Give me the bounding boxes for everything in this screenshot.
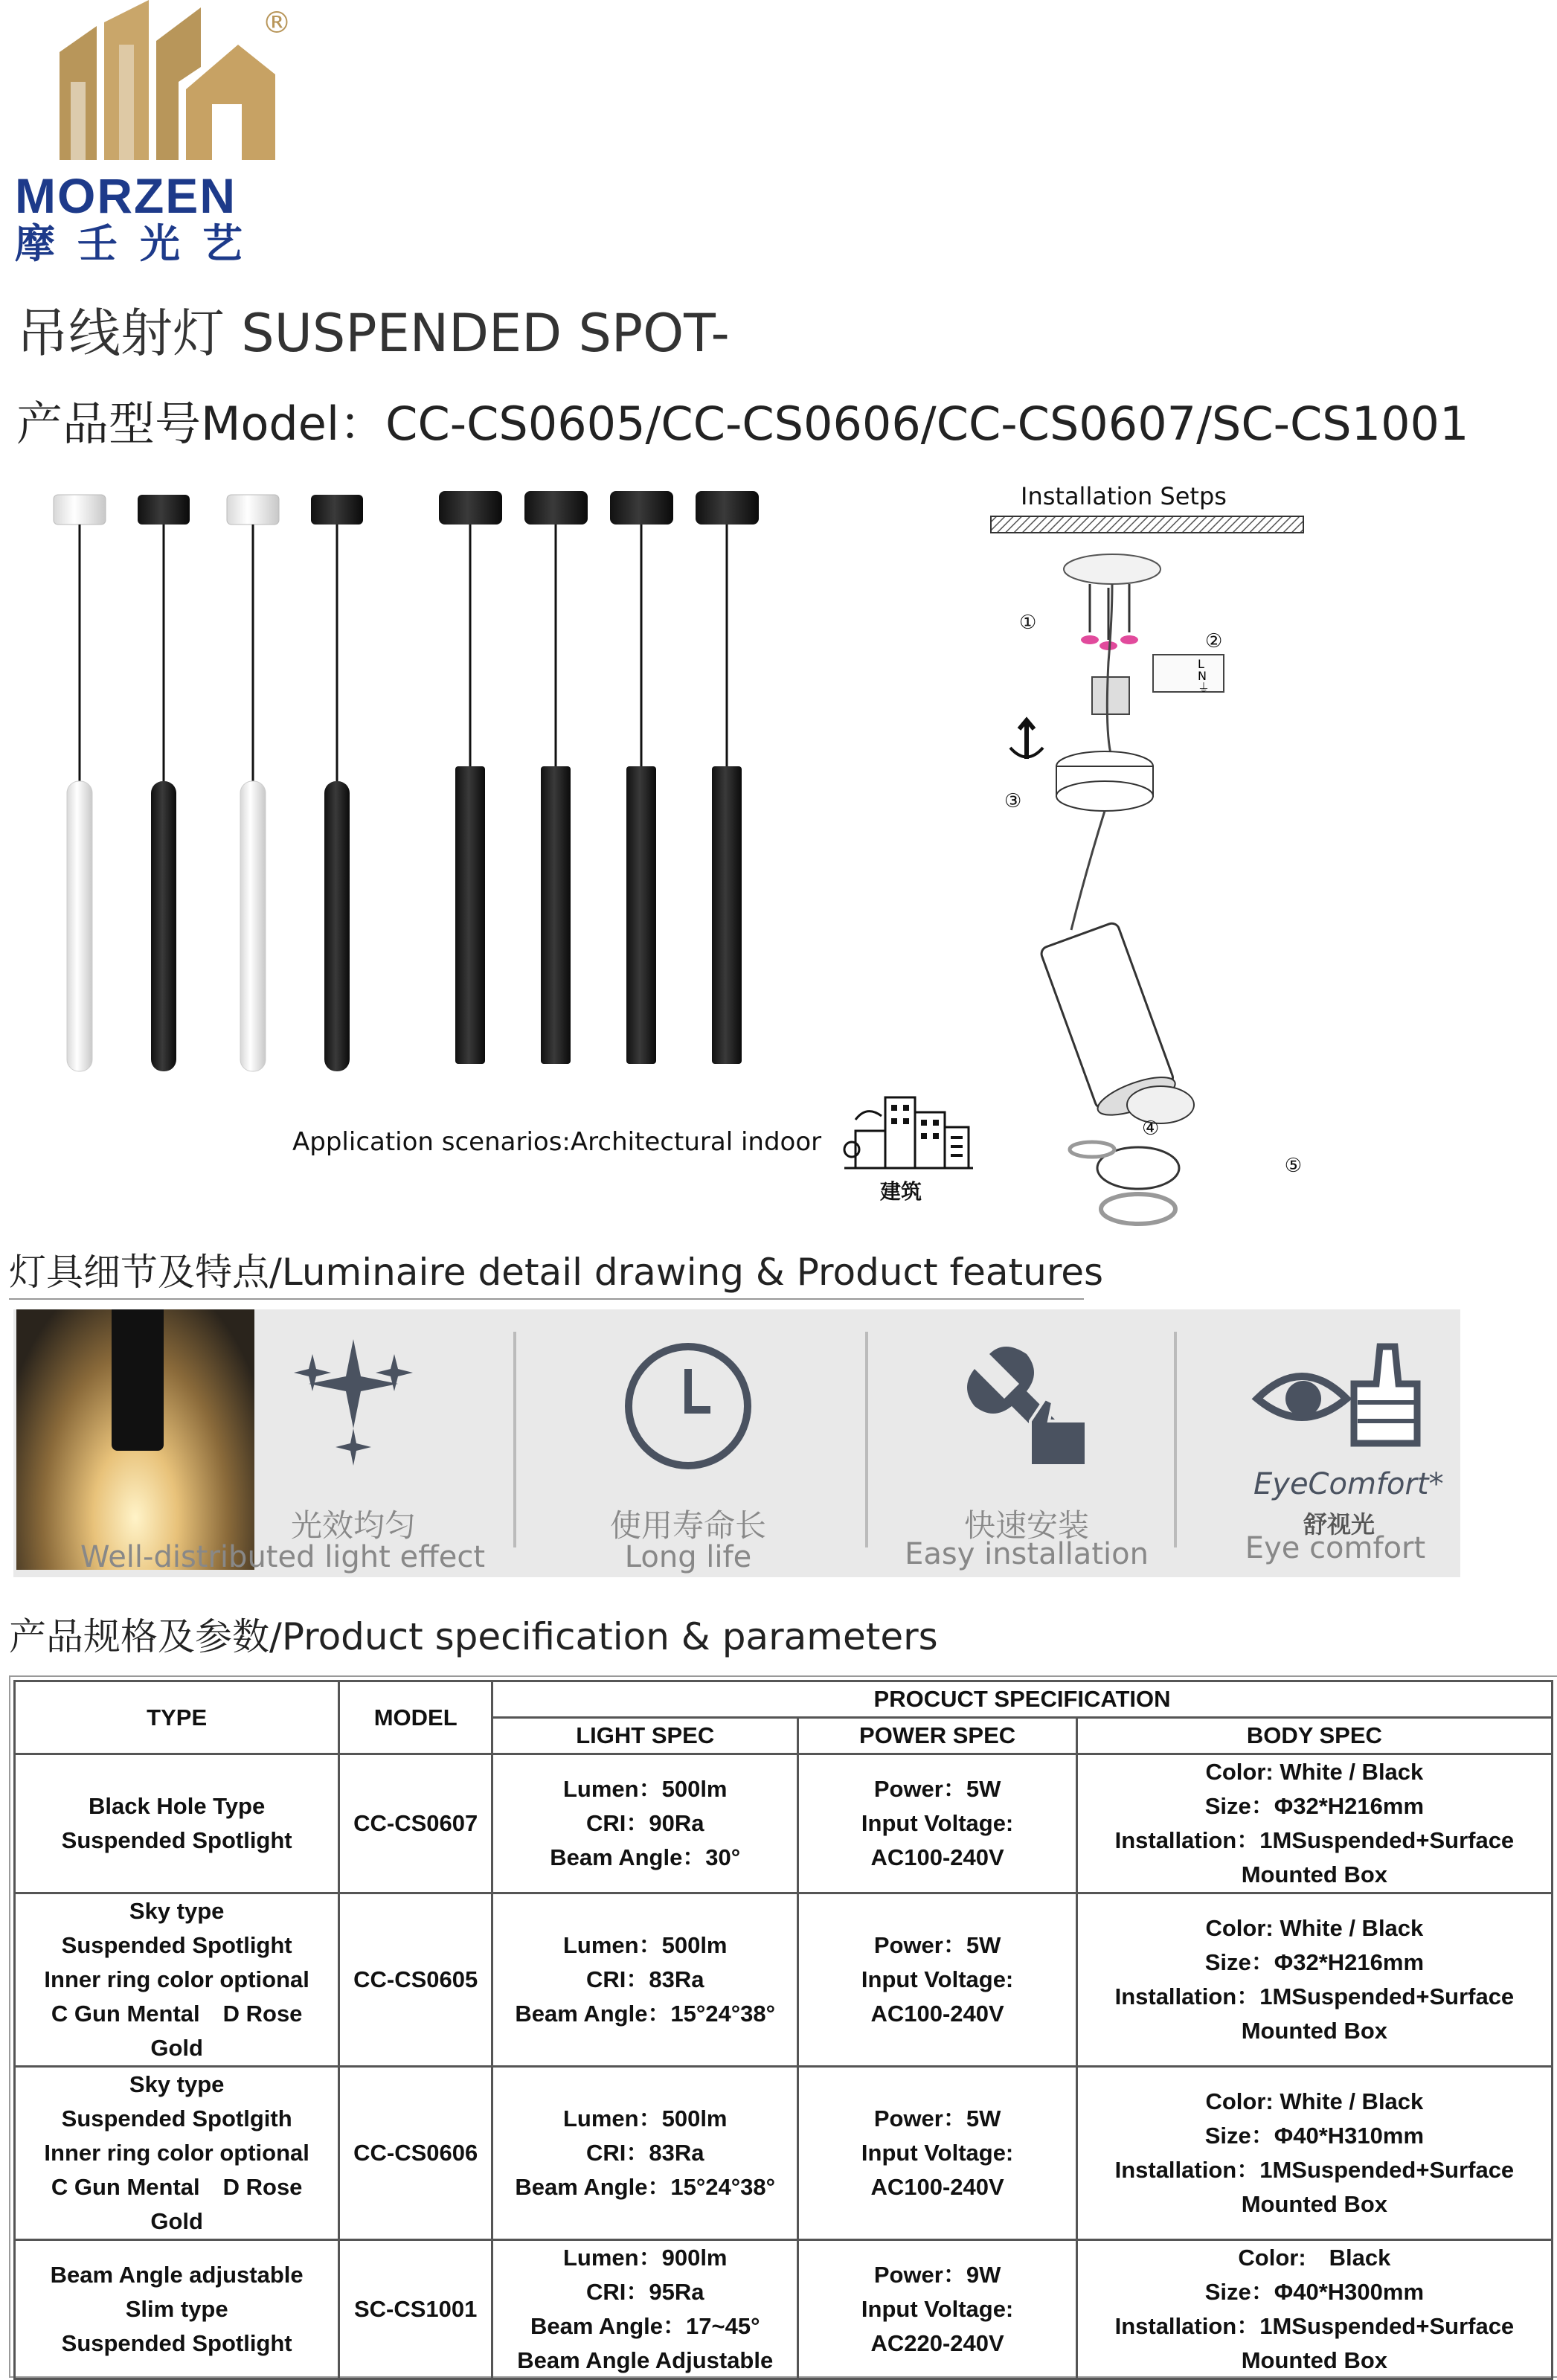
cell-line: Gold (150, 2208, 203, 2234)
cell-line: Lumen：500lm (562, 1932, 728, 1958)
header-model: MODEL (339, 1681, 492, 1754)
cell-type (15, 2240, 339, 2379)
cell-line: Beam Angle Adjustable (517, 2347, 774, 2373)
building-icon (841, 1090, 975, 1172)
step-2: ② (1205, 630, 1223, 652)
cell-light (492, 2240, 798, 2379)
building-label: 建筑 (880, 1179, 922, 1204)
cell-line: CC-CS0607 (353, 1810, 478, 1836)
cell-line: Suspended Spotlight (61, 2330, 292, 2356)
step-1: ① (1019, 612, 1037, 634)
cell-line: Mounted Box (1241, 2347, 1388, 2373)
cell-line: Gold (150, 2035, 203, 2061)
spec-heading: 产品规格及参数/Product specification & parameters (9, 1615, 938, 1658)
cell-line: Size：Φ40*H310mm (1204, 2123, 1425, 2149)
cell-line: AC220-240V (870, 2330, 1004, 2356)
cell-line: CRI：83Ra (586, 2140, 704, 2166)
cell-light (492, 2067, 798, 2240)
cell-line: CRI：83Ra (586, 1966, 704, 1992)
cell-light (492, 1893, 798, 2067)
application-text: Application scenarios:Architectural indoor (292, 1127, 822, 1157)
cell-model (339, 1893, 492, 2067)
table-row (15, 1893, 1553, 2067)
table-row (15, 1754, 1553, 1893)
cell-line: C Gun Mental D Rose (51, 2001, 303, 2027)
cell-line: Mounted Box (1241, 2018, 1388, 2044)
eyecomfort-badge: EyeComfort* (1253, 1467, 1444, 1501)
cell-line: Suspended Spotlgith (61, 2105, 292, 2132)
feature-4-cn: 舒视光 (1303, 1510, 1375, 1539)
step-3: ③ (1004, 790, 1022, 812)
fixture-shape (112, 1309, 164, 1451)
feature-divider-3 (1174, 1332, 1177, 1547)
wiring-label-n: N (1198, 669, 1207, 683)
model-line: 产品型号Model：CC-CS0605/CC-CS0606/CC-CS0607/SC-CS1001 (16, 397, 1469, 451)
cell-type (15, 1893, 339, 2067)
installation-diagram (982, 513, 1309, 1242)
cell-line: Color: White / Black (1205, 1915, 1424, 1941)
cell-line: CC-CS0605 (353, 1966, 478, 1992)
spec-table (13, 1680, 1553, 2380)
header-power: POWER SPEC (798, 1718, 1076, 1754)
cell-line: Color: Black (1238, 2245, 1391, 2271)
wiring-label-earth: ⏚ (1198, 681, 1210, 695)
page-title: 吊线射灯 SUSPENDED SPOT- (16, 303, 730, 364)
feature-2-en: Long life (624, 1540, 752, 1574)
cell-body (1076, 2240, 1552, 2379)
cell-line: Color: White / Black (1205, 1759, 1424, 1785)
cell-line: Inner ring color optional (44, 2140, 309, 2166)
cell-power (798, 1754, 1076, 1893)
brand-logo (52, 0, 290, 160)
cell-line: Power：5W (873, 1776, 1001, 1802)
table-row (15, 2240, 1553, 2379)
feature-2-cn: 使用寿命长 (609, 1507, 766, 1544)
cell-type (15, 1754, 339, 1893)
cell-line: Installation：1MSuspended+Surface (1114, 1827, 1515, 1853)
cell-power (798, 2240, 1076, 2379)
step-4: ④ (1142, 1117, 1160, 1140)
cell-line: Beam Angle：30° (550, 1844, 741, 1870)
cell-line: AC100-240V (870, 2001, 1004, 2027)
cell-model (339, 2067, 492, 2240)
cell-line: Inner ring color optional (44, 1966, 309, 1992)
cell-line: Black Hole Type (89, 1793, 266, 1819)
cell-line: Power：9W (873, 2262, 1001, 2288)
brand-name-cn: 摩壬光艺 (15, 220, 265, 267)
cell-line: Power：5W (873, 2105, 1001, 2132)
cell-power (798, 1893, 1076, 2067)
feature-divider-1 (513, 1332, 516, 1547)
wiring-label-l: L (1198, 657, 1204, 671)
clock-icon (621, 1339, 755, 1473)
header-type: TYPE (15, 1681, 339, 1754)
cell-body (1076, 2067, 1552, 2240)
features-heading: 灯具细节及特点/Luminaire detail drawing & Product features (9, 1251, 1104, 1294)
header-group: PROCUCT SPECIFICATION (492, 1681, 1553, 1718)
cell-body (1076, 1754, 1552, 1893)
step-5: ⑤ (1284, 1155, 1302, 1177)
feature-3-en: Easy installation (905, 1537, 1149, 1571)
cell-line: Sky type (129, 2071, 225, 2097)
cell-line: Beam Angle：15°24°38° (515, 2174, 776, 2200)
sparkle-icon (286, 1339, 420, 1466)
brand-name: MORZEN (15, 168, 237, 223)
cell-line: Suspended Spotlight (61, 1827, 292, 1853)
cell-line: Input Voltage: (861, 1966, 1014, 1992)
cell-line: CRI：95Ra (586, 2279, 704, 2305)
cell-body (1076, 1893, 1552, 2067)
cell-line: Size：Φ32*H216mm (1204, 1793, 1425, 1819)
cell-line: Color: White / Black (1205, 2088, 1424, 2114)
header-body: BODY SPEC (1076, 1718, 1552, 1754)
registered-mark: ® (262, 6, 292, 40)
cell-line: C Gun Mental D Rose (51, 2174, 303, 2200)
cell-line: Size：Φ32*H216mm (1204, 1949, 1425, 1975)
cell-model (339, 1754, 492, 1893)
cell-line: AC100-240V (870, 1844, 1004, 1870)
cell-line: Input Voltage: (861, 1810, 1014, 1836)
cell-line: AC100-240V (870, 2174, 1004, 2200)
cell-line: Input Voltage: (861, 2296, 1014, 2322)
cell-light (492, 1754, 798, 1893)
cell-line: Input Voltage: (861, 2140, 1014, 2166)
cell-line: Mounted Box (1241, 2191, 1388, 2217)
cell-type (15, 2067, 339, 2240)
cell-line: Installation：1MSuspended+Surface (1114, 2157, 1515, 2183)
features-underline (9, 1298, 1084, 1300)
cell-line: Installation：1MSuspended+Surface (1114, 1983, 1515, 2009)
feature-divider-2 (865, 1332, 868, 1547)
feature-1-en: Well-distributed light effect (80, 1540, 486, 1574)
product-photo (45, 484, 811, 1079)
cell-line: CC-CS0606 (353, 2140, 478, 2166)
cell-line: SC-CS1001 (353, 2296, 478, 2322)
feature-4-en: Eye comfort (1245, 1531, 1426, 1565)
installation-title: Installation Setps (1021, 482, 1227, 510)
cell-line: Mounted Box (1241, 1861, 1388, 1887)
cell-line: Size：Φ40*H300mm (1204, 2279, 1425, 2305)
cell-line: Slim type (125, 2296, 228, 2322)
cell-line: Power：5W (873, 1932, 1001, 1958)
cell-model (339, 2240, 492, 2379)
cell-line: Beam Angle：15°24°38° (515, 2001, 776, 2027)
wrench-thumb-icon (960, 1339, 1094, 1473)
header-light: LIGHT SPEC (492, 1718, 798, 1754)
table-row (15, 2067, 1553, 2240)
cell-line: Lumen：500lm (562, 2105, 728, 2132)
cell-line: Beam Angle：17~45° (530, 2313, 760, 2339)
cell-line: Suspended Spotlight (61, 1932, 292, 1958)
cell-line: CRI：90Ra (586, 1810, 704, 1836)
cell-line: Beam Angle adjustable (50, 2262, 304, 2288)
cell-power (798, 2067, 1076, 2240)
cell-line: Sky type (129, 1898, 225, 1924)
eye-thumb-icon (1250, 1339, 1428, 1451)
feature-1-cn: 光效均匀 (290, 1507, 416, 1544)
cell-line: Installation：1MSuspended+Surface (1114, 2313, 1515, 2339)
feature-3-cn: 快速安装 (963, 1507, 1089, 1544)
cell-line: Lumen：900lm (562, 2245, 728, 2271)
cell-line: Lumen：500lm (562, 1776, 728, 1802)
